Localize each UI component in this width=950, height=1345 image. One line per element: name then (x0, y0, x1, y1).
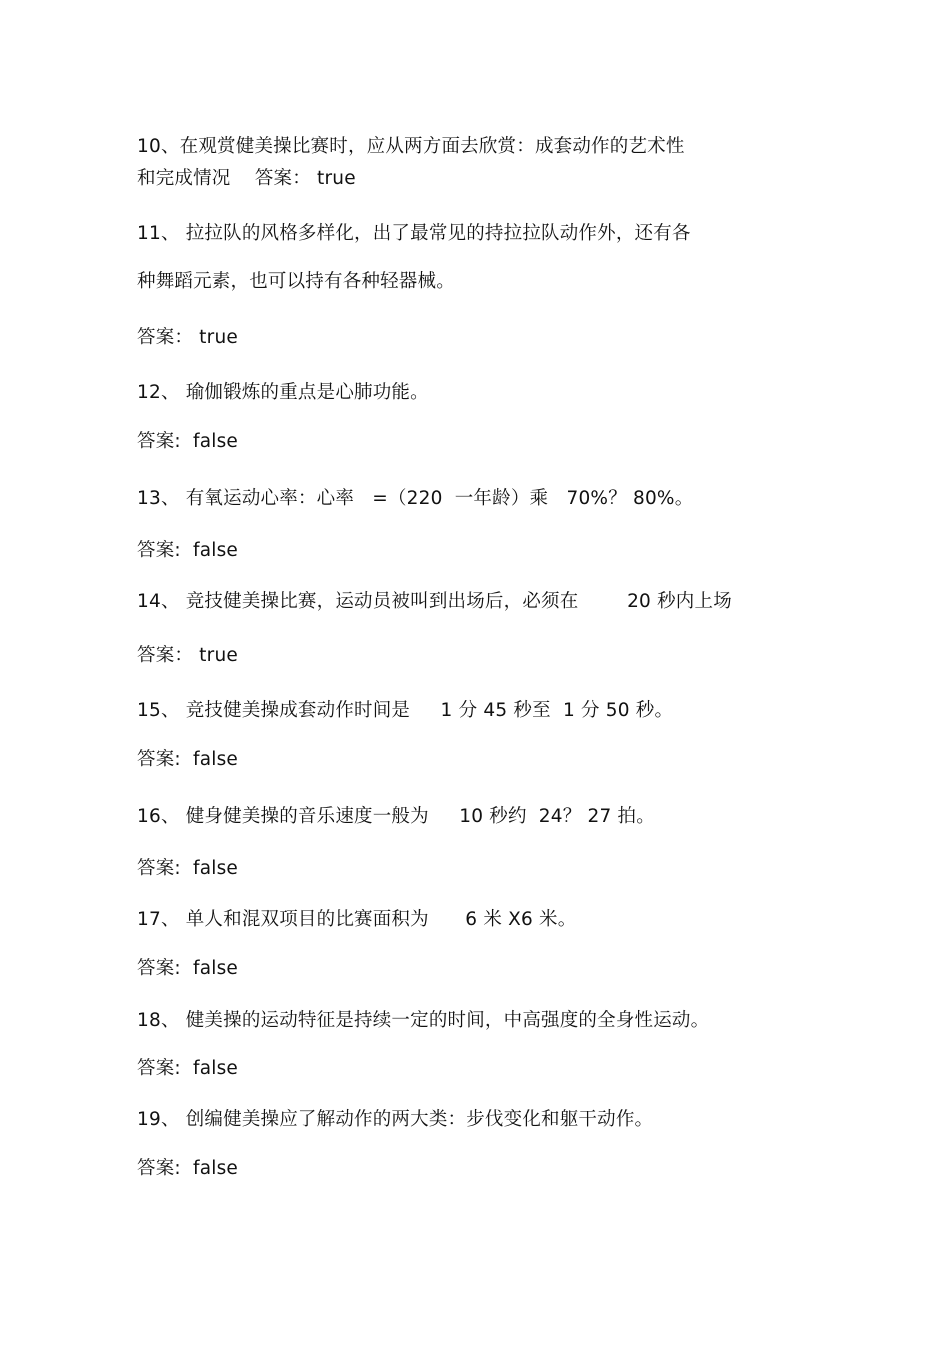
answer-13: 答案: false (137, 540, 239, 561)
question-10-line-2: 和完成情况 答案： true (137, 168, 356, 189)
question-10-line-1: 10、在观赏健美操比赛时，应从两方面去欣赏：成套动作的艺术性 (137, 136, 685, 157)
question-15: 15、 竞技健美操成套动作时间是 1 分 45 秒至 1 分 50 秒。 (137, 700, 674, 721)
question-17: 17、 单人和混双项目的比赛面积为 6 米 X6 米。 (137, 909, 577, 930)
question-11-line-1: 11、 拉拉队的风格多样化，出了最常见的持拉拉队动作外，还有各 (137, 223, 691, 244)
question-12: 12、 瑜伽锻炼的重点是心肺功能。 (137, 382, 429, 403)
question-11-line-2: 种舞蹈元素，也可以持有各种轻器械。 (137, 271, 455, 292)
question-16: 16、 健身健美操的音乐速度一般为 10 秒约 24？ 27 拍。 (137, 806, 655, 827)
question-18: 18、 健美操的运动特征是持续一定的时间，中高强度的全身性运动。 (137, 1010, 710, 1031)
question-13: 13、 有氧运动心率：心率 =（220 一年龄）乘 70%？ 80%。 (137, 488, 694, 509)
answer-14: 答案： true (137, 645, 238, 666)
answer-12: 答案: false (137, 431, 239, 452)
answer-18: 答案: false (137, 1058, 239, 1079)
answer-19: 答案: false (137, 1158, 239, 1179)
question-14: 14、 竞技健美操比赛，运动员被叫到出场后，必须在 20 秒内上场 (137, 591, 732, 612)
question-19: 19、 创编健美操应了解动作的两大类：步伐变化和躯干动作。 (137, 1109, 654, 1130)
answer-11: 答案： true (137, 327, 238, 348)
answer-17: 答案: false (137, 958, 239, 979)
answer-15: 答案: false (137, 749, 239, 770)
answer-16: 答案: false (137, 858, 239, 879)
